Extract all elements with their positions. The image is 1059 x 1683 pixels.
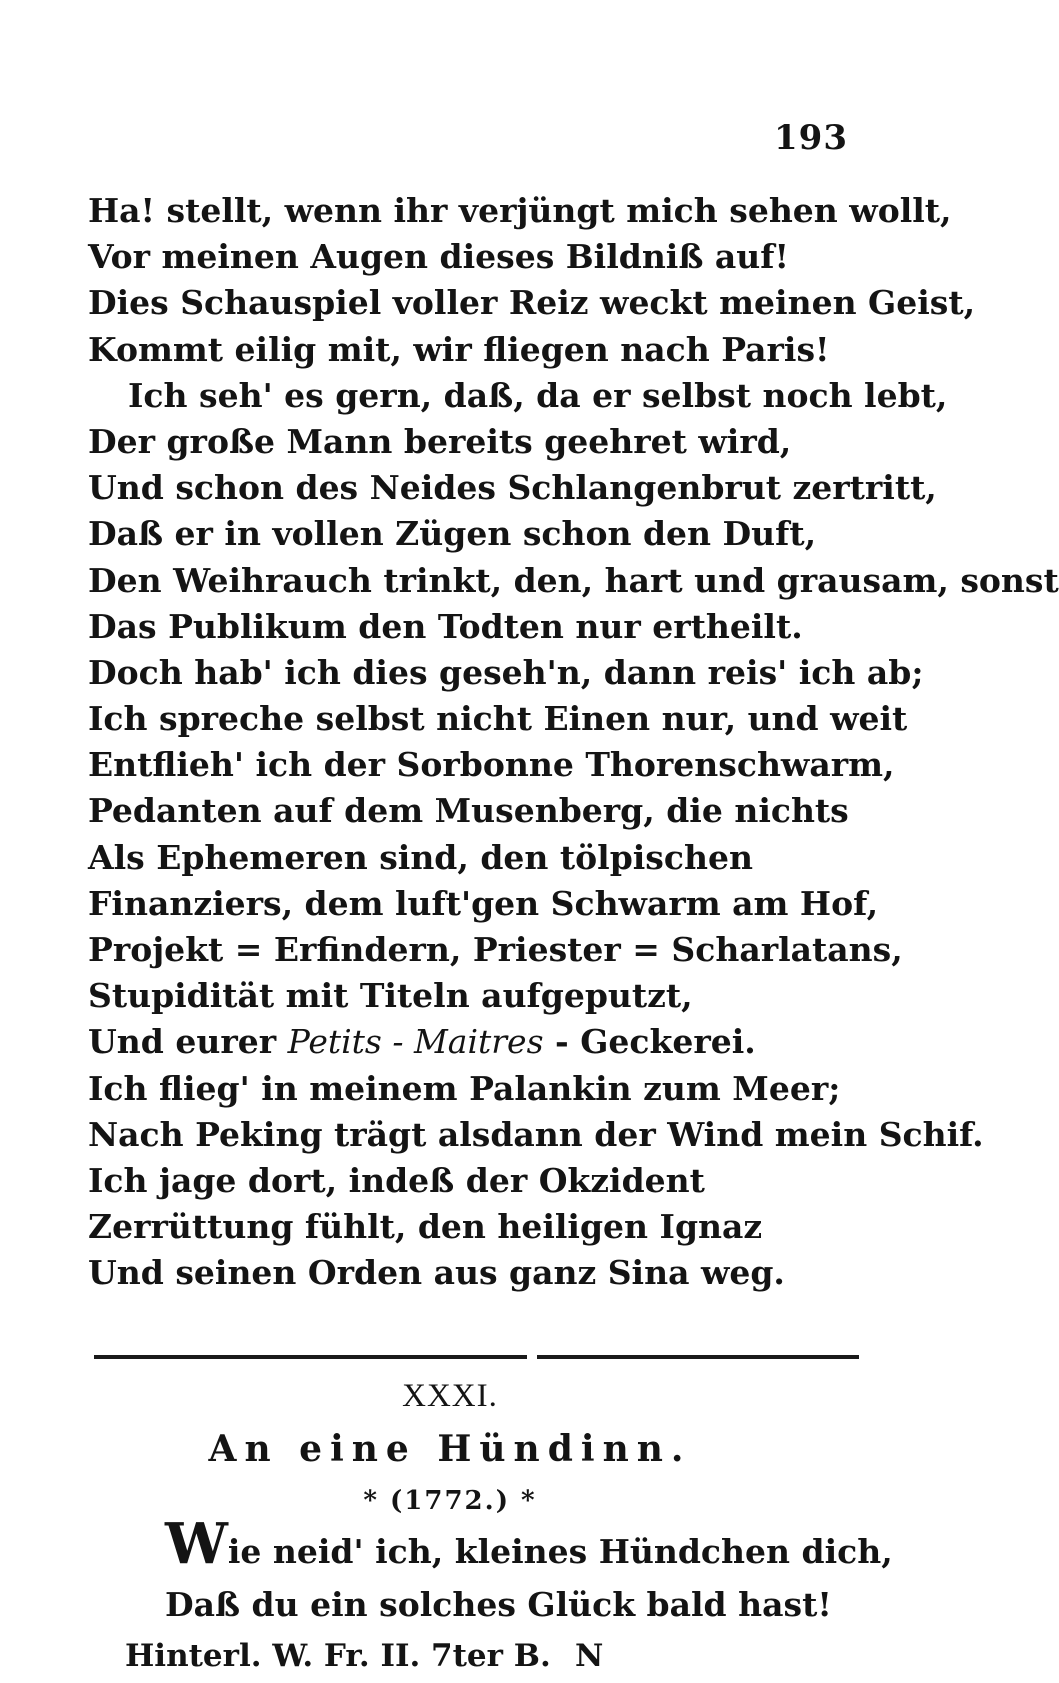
poem-line: Ha! stellt, wenn ihr verjüngt mich sehen wollt,: [88, 191, 952, 230]
poem-line: Entflieh' ich der Sorbonne Thorenschwarm,: [88, 745, 895, 785]
poem-line: Daß er in vollen Zügen schon den Duft,: [88, 514, 817, 554]
poem-text: - Geckerei.: [555, 1022, 756, 1062]
poem-line: Kommt eilig mit, wir fliegen nach Paris!: [88, 329, 830, 369]
poem-line: Und schon des Neides Schlangenbrut zertritt,: [88, 468, 937, 508]
page-number: 193: [774, 118, 848, 158]
verse-line: [165, 1511, 893, 1577]
verse-text: Daß du ein solches Glück bald hast!: [165, 1585, 832, 1624]
drop-cap: W: [165, 1511, 228, 1577]
poem-line-mixed: [88, 1019, 878, 1065]
poem-line: Den Weihrauch trinkt, den, hart und grausam, sonst: [88, 560, 1059, 600]
section-divider: [94, 1355, 527, 1359]
poem-line: Dies Schauspiel voller Reiz weckt meinen Geist,: [88, 283, 976, 323]
signature-line: Hinterl. W. Fr. II. 7ter B.: [125, 1638, 551, 1674]
poem-line: Stupidität mit Titeln aufgeputzt,: [88, 976, 693, 1016]
poem-line: Vor meinen Augen dieses Bildniß auf!: [88, 237, 789, 277]
section-divider: [537, 1355, 859, 1359]
section-date: * (1772.) *: [363, 1486, 537, 1516]
poem-line: Ich seh' es gern, daß, da er selbst noch lebt,: [128, 375, 948, 415]
section-title: An eine Hündinn.: [208, 1428, 692, 1470]
poem-line: Nach Peking trägt alsdann der Wind mein Schif.: [88, 1114, 984, 1154]
poem-line: Ich jage dort, indeß der Okzident: [88, 1160, 705, 1200]
poem-line: Ich flieg' in meinem Palankin zum Meer;: [88, 1068, 841, 1108]
section-number: XXXI.: [402, 1378, 498, 1414]
poem-line: Das Publikum den Todten nur ertheilt.: [88, 606, 803, 646]
poem-body: [88, 188, 1059, 1297]
poem-line: Doch hab' ich dies geseh'n, dann reis' ich ab;: [88, 652, 924, 692]
latin-phrase: Petits - Maitres: [287, 1022, 544, 1062]
poem-line: Pedanten auf dem Musenberg, die nichts: [88, 791, 849, 831]
poem-line: Der große Mann bereits geehret wird,: [88, 421, 792, 461]
poem-line: Und seinen Orden aus ganz Sina weg.: [88, 1253, 785, 1293]
poem-line: Projekt = Erfindern, Priester = Scharlatans,: [88, 930, 903, 969]
poem-line: Finanziers, dem luft'gen Schwarm am Hof,: [88, 883, 879, 923]
catchword: N: [575, 1638, 604, 1674]
poem-text: Und eurer: [88, 1022, 277, 1062]
poem-line: Als Ephemeren sind, den tölpischen: [88, 837, 753, 877]
verse-line: [165, 1585, 865, 1624]
poem-line: Ich spreche selbst nicht Einen nur, und weit: [88, 699, 908, 739]
poem-line: Zerrüttung fühlt, den heiligen Ignaz: [88, 1207, 763, 1247]
verse-text: ie neid' ich, kleines Hündchen dich,: [227, 1532, 893, 1571]
